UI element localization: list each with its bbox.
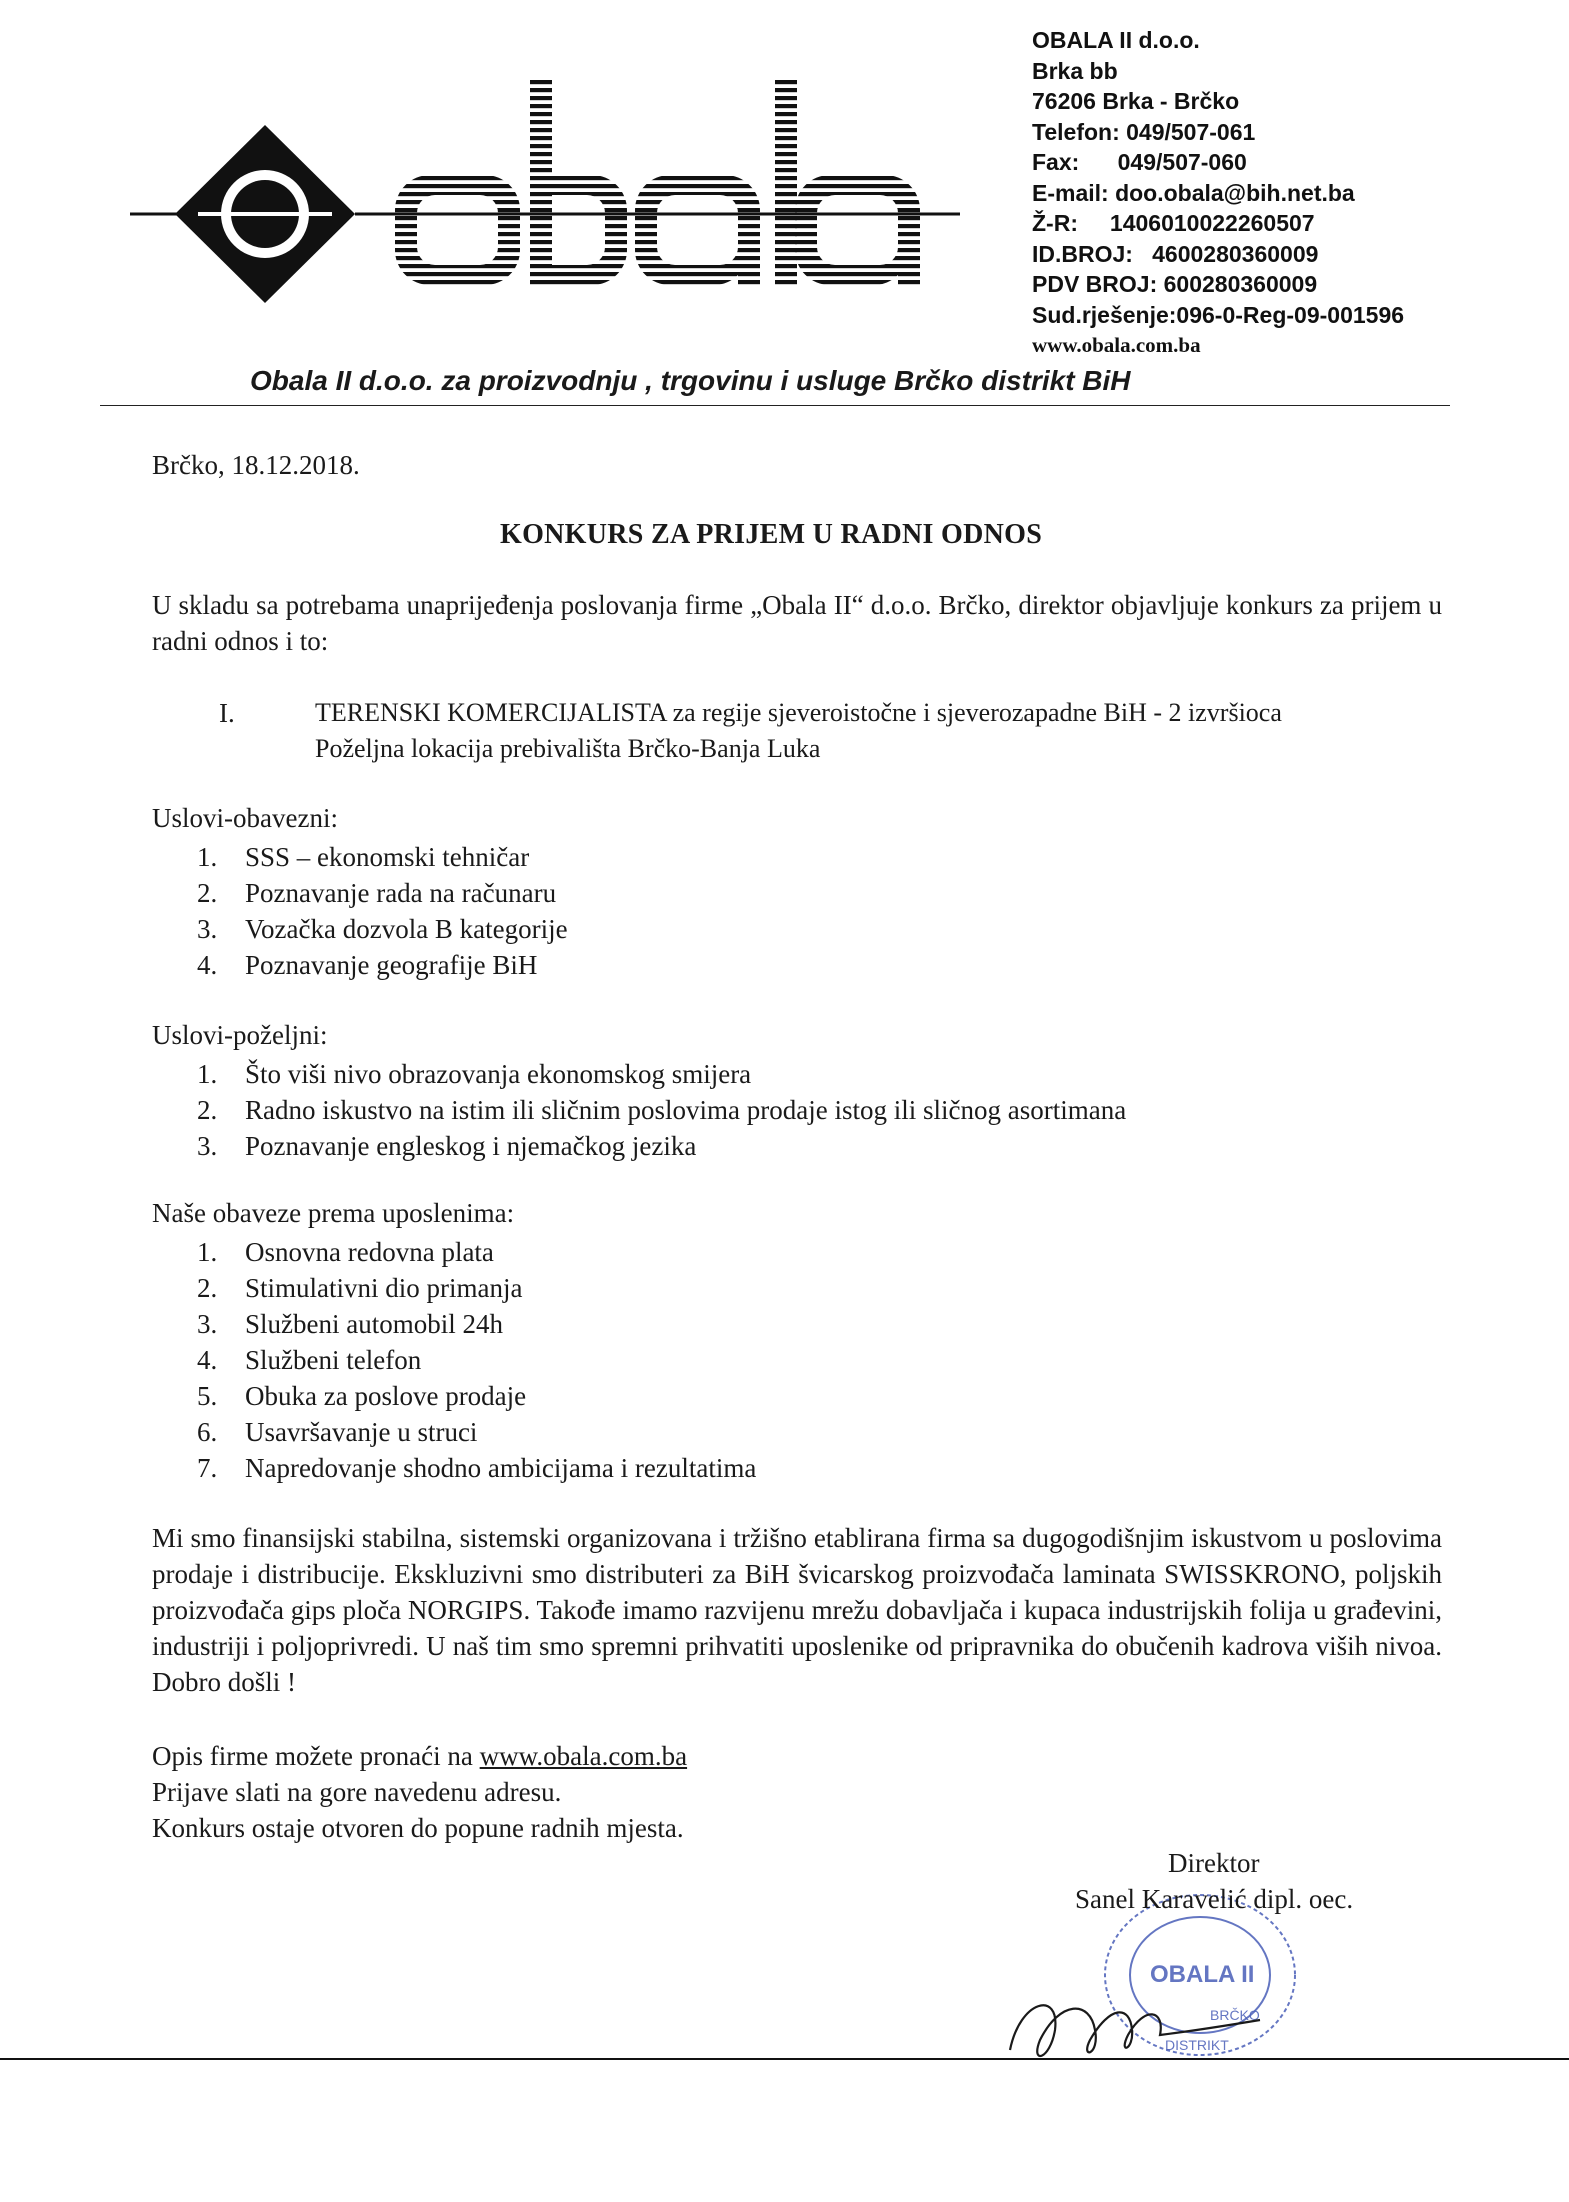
info-block xyxy=(152,1738,687,1846)
mandatory-heading: Uslovi-obavezni: xyxy=(152,803,338,833)
bank-account: Ž-R: 1406010022260507 xyxy=(1032,210,1315,236)
list-item: 4. Poznavanje geografije BiH xyxy=(197,950,538,980)
position-title: TERENSKI KOMERCIJALISTA za regije sjeveroistočne i sjeverozapadne BiH - 2 izvršioca xyxy=(315,698,1282,727)
page-bottom-divider xyxy=(0,2058,1569,2060)
stamp-text-name: OBALA II xyxy=(1150,1961,1255,1988)
list-item: 2. Poznavanje rada na računaru xyxy=(197,878,557,908)
position-location: Poželjna lokacija prebivališta Brčko-Banja Luka xyxy=(315,734,821,763)
contact-block xyxy=(1032,25,1404,361)
stamp-text-city: BRČKO xyxy=(1210,2007,1260,2023)
list-item: 3. Vozačka dozvola B kategorije xyxy=(197,914,568,944)
company-tagline: Obala II d.o.o. za proizvodnju , trgovinu i usluge Brčko distrikt BiH xyxy=(250,365,1131,396)
vat-number: PDV BROJ: 600280360009 xyxy=(1032,271,1318,297)
id-number: ID.BROJ: 4600280360009 xyxy=(1032,240,1319,267)
company-name: OBALA II d.o.o. xyxy=(1032,27,1200,53)
info-line-2: Prijave slati na gore navedenu adresu. xyxy=(152,1777,562,1807)
list-item: 1. Što viši nivo obrazovanja ekonomskog smijera xyxy=(197,1059,752,1089)
list-item: 4. Službeni telefon xyxy=(197,1345,422,1375)
website-link[interactable]: www.obala.com.ba xyxy=(479,1741,688,1771)
stamp-text-district: DISTRIKT xyxy=(1165,2037,1229,2053)
fax: Fax: 049/507-060 xyxy=(1032,149,1247,175)
obligations-list xyxy=(152,1234,756,1486)
list-item: 7. Napredovanje shodno ambicijama i rezultatima xyxy=(197,1453,757,1483)
email: E-mail: doo.obala@bih.net.ba xyxy=(1032,179,1355,206)
list-item: 1. SSS – ekonomski tehničar xyxy=(197,842,530,872)
position-number: I. xyxy=(219,698,235,728)
list-item: 6. Usavršavanje u struci xyxy=(197,1417,478,1447)
desirable-list xyxy=(152,1056,1126,1164)
company-paragraph: Mi smo finansijski stabilna, sistemski organizovana i tržišno etablirana firma sa dugogodišnjim iskustvom u poslovima prodaje i distribucije. Ekskluzivni smo distributeri za BiH švicarskog proizvođača laminata SWISSKRONO, poljskih proizvođača gips ploča NORGIPS. Takođe imamo razvijenu mrežu dobavljača i kupaca industrijskih folija u građevini, industriji i poljoprivredi. U naš tim smo spremni prihvatiti uposlenike od pripravnika do obučenih kadrova viših nivoa. Dobro došli ! xyxy=(152,1523,1442,1697)
website: www.obala.com.ba xyxy=(1032,333,1201,357)
address-street: Brka bb xyxy=(1032,57,1118,84)
mandatory-list xyxy=(152,839,568,983)
court-registration: Sud.rješenje:096-0-Reg-09-001596 xyxy=(1032,301,1405,328)
desirable-heading: Uslovi-poželjni: xyxy=(152,1020,328,1050)
obala-logo xyxy=(130,80,960,370)
letter-date: Brčko, 18.12.2018. xyxy=(152,450,360,480)
list-item: 3. Službeni automobil 24h xyxy=(197,1309,503,1339)
list-item: 3. Poznavanje engleskog i njemačkog jezika xyxy=(197,1131,697,1161)
list-item: 1. Osnovna redovna plata xyxy=(197,1237,494,1267)
letter-title: KONKURS ZA PRIJEM U RADNI ODNOS xyxy=(500,519,1043,550)
obligations-heading: Naše obaveze prema uposlenima: xyxy=(152,1198,515,1228)
list-item: 2. Radno iskustvo na istim ili sličnim poslovima prodaje istog ili sličnog asortimana xyxy=(197,1095,1127,1125)
signature-title: Direktor xyxy=(1168,1848,1260,1878)
phone: Telefon: 049/507-061 xyxy=(1032,118,1256,145)
info-line-3: Konkurs ostaje otvoren do popune radnih mjesta. xyxy=(152,1813,684,1843)
address-city: 76206 Brka - Brčko xyxy=(1032,88,1240,114)
info-line-1: Opis firme možete pronaći na www.obala.com.ba xyxy=(152,1741,688,1771)
list-item: 5. Obuka za poslove prodaje xyxy=(197,1381,527,1411)
header-divider xyxy=(100,405,1450,406)
intro-paragraph: U skladu sa potrebama unaprijeđenja poslovanja firme „Obala II“ d.o.o. Brčko, direktor objavljuje konkurs za prijem u radni odnos i to: xyxy=(152,590,1442,656)
signature-name: Sanel Karavelić dipl. oec. xyxy=(1075,1884,1354,1914)
list-item: 2. Stimulativni dio primanja xyxy=(197,1273,523,1303)
